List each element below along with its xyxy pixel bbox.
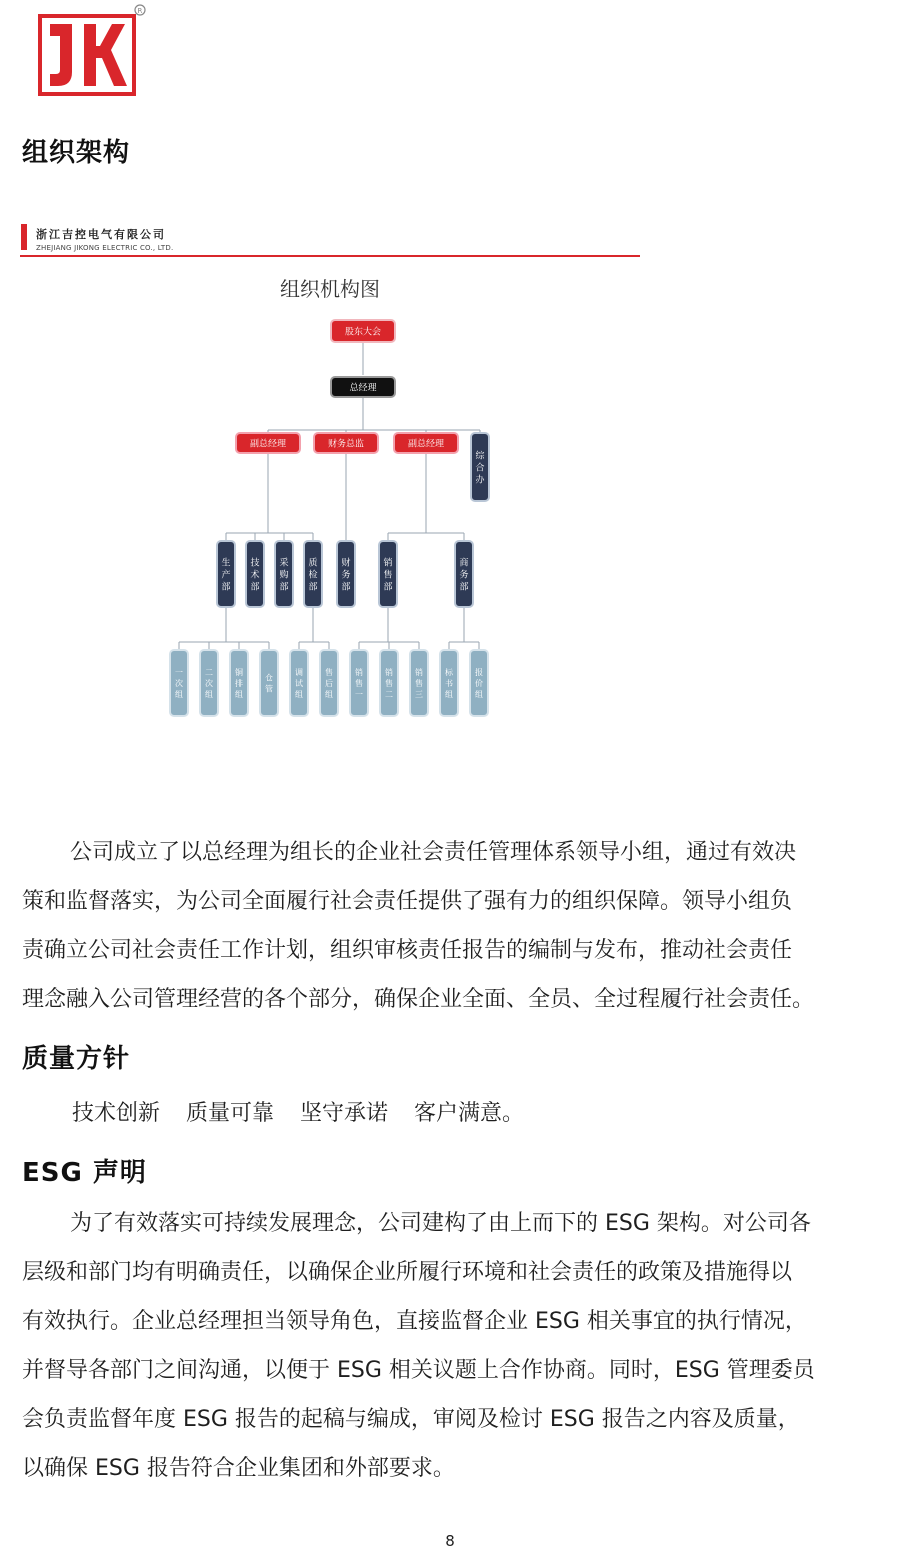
group-7-label: 销售一 [355,668,363,699]
paragraph-line: 责确立公司社会责任工作计划，组织审核责任报告的编制与发布，推动社会责任 [22,938,793,963]
group-6-label: 售后组 [325,668,333,699]
general-manager-label: 总经理 [349,383,377,394]
department-4-label: 质检部 [308,558,318,593]
quality-item: 技术创新 [72,1101,161,1126]
cfo-label: 财务总监 [327,439,365,450]
group-8-label: 销售二 [385,668,393,699]
paragraph-line: 会负责监督年度 ESG 报告的起稿与编成，审阅及检讨 ESG 报告之内容及质量， [22,1407,800,1432]
org-chart-title: 组织机构图 [280,277,380,301]
deputy-gm-2-label: 副总经理 [407,439,445,450]
quality-policy [72,1096,550,1127]
paragraph-line: 以确保 ESG 报告符合企业集团和外部要求。 [22,1456,455,1481]
paragraph-line: 策和监督落实，为公司全面履行社会责任提供了强有力的组织保障。领导小组负 [22,889,793,914]
org-heading: 组织架构 [22,138,131,168]
org-chart [18,215,643,725]
paragraph-line: 公司成立了以总经理为组长的企业社会责任管理体系领导小组，通过有效决 [70,840,797,865]
general-office-label: 综合办 [475,451,485,486]
department-2-label: 技术部 [250,558,260,593]
paragraph-line: 有效执行。企业总经理担当领导角色，直接监督企业 ESG 相关事宜的执行情况， [22,1309,807,1334]
department-3-label: 采购部 [279,558,289,593]
quality-item: 客户满意。 [414,1101,525,1126]
deputy-gm-1-label: 副总经理 [249,439,287,450]
registered-mark: R [137,7,143,15]
paragraph-line: 层级和部门均有明确责任，以确保企业所履行环境和社会责任的政策及措施得以 [22,1260,793,1285]
department-1-label: 生产部 [221,558,231,593]
paragraph-line: 理念融入公司管理经营的各个部分，确保企业全面、全员、全过程履行社会责任。 [22,987,815,1012]
department-7-label: 商务部 [459,558,469,593]
org-tree [18,215,643,725]
group-3-label: 铜排组 [235,668,243,699]
group-10-label: 标书组 [445,668,453,699]
company-name-cn: 浙江吉控电气有限公司 [36,228,166,241]
company-logo [38,2,148,98]
shareholders-meeting-label: 股东大会 [344,327,382,338]
quality-item: 坚守承诺 [300,1101,389,1126]
quality-heading: 质量方针 [22,1044,131,1074]
department-6-label: 销售部 [383,558,393,593]
group-9-label: 销售三 [415,668,423,699]
group-1-label: 一次组 [175,668,183,699]
paragraph-line: 并督导各部门之间沟通，以便于 ESG 相关议题上合作协商。同时，ESG 管理委员 [22,1358,815,1383]
esg-heading: ESG 声明 [22,1158,147,1188]
department-5-label: 财务部 [341,558,351,593]
page-number: 8 [445,1532,455,1550]
company-name-en: ZHEJIANG JIKONG ELECTRIC CO., LTD. [36,244,174,252]
group-5-label: 调试组 [295,668,303,699]
group-11-label: 报价组 [475,668,483,699]
paragraph-line: 为了有效落实可持续发展理念，公司建构了由上而下的 ESG 架构。对公司各 [70,1211,811,1236]
group-4-box [260,650,278,716]
group-4-label: 仓管 [265,673,273,694]
org-paragraph [22,828,884,1024]
quality-item: 质量可靠 [186,1101,275,1126]
group-2-label: 二次组 [205,668,213,699]
esg-paragraph [22,1199,884,1493]
